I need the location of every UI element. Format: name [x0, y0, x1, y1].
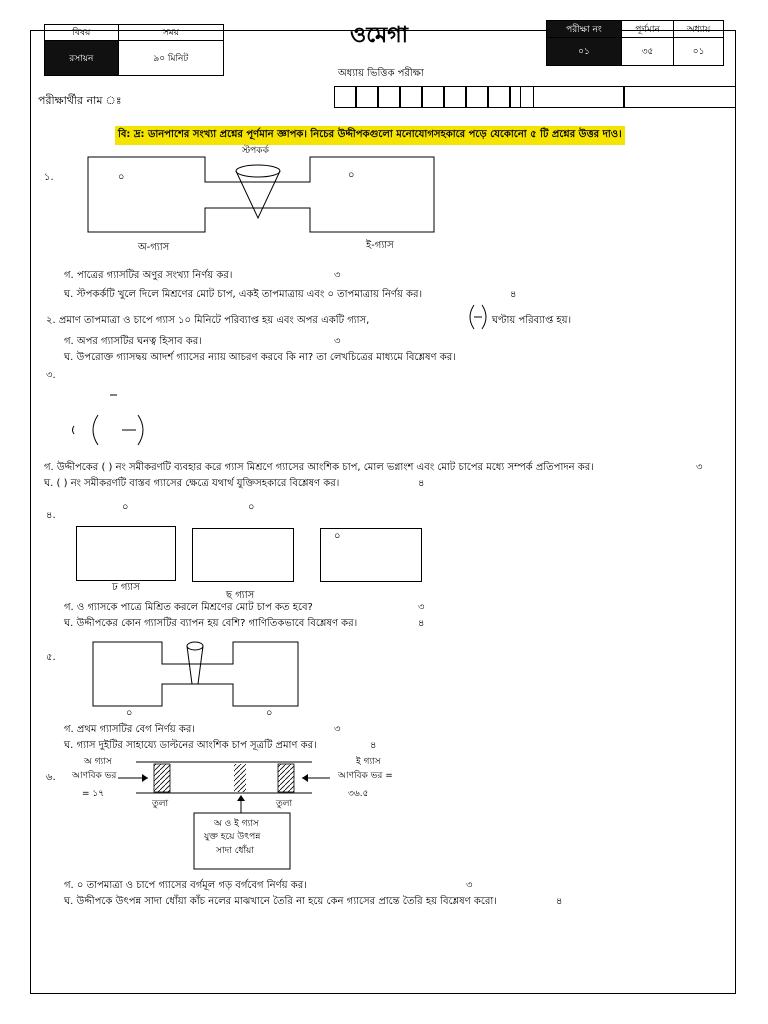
- q6-gas-right-1: ই গ্যাস: [356, 757, 381, 767]
- q1-gha: ঘ. স্টপকর্কটি খুলে দিলে মিশ্রণের মোট চাপ, একই তাপমাত্রায় এবং ০ তাপমাত্রায় নির্ণয় কর।: [64, 289, 423, 300]
- time-value: ৯০ মিনিট: [118, 41, 223, 76]
- q6-gha-marks: ৪: [556, 896, 563, 907]
- q1-stopcock-label: স্টপকর্ক: [242, 146, 269, 156]
- q6-gas-right-2: আণবিক ভর =: [338, 771, 393, 781]
- q4-gas-chha: ছ গ্যাস: [226, 590, 255, 601]
- q1-deg-left: ০: [118, 172, 125, 183]
- q5-deg-1: ০: [126, 708, 133, 719]
- examinee-label: পরীক্ষার্থীর নাম ঃ: [38, 94, 122, 107]
- q4-gha-marks: ৪: [418, 618, 425, 629]
- q1-gas-b: ই-গ্যাস: [366, 240, 394, 251]
- notice-banner: বি: দ্র: ডানপাশের সংখ্যা প্রশ্নের পূর্ণমান জ্ঞাপক। নিচের উদ্দীপকগুলো মনোযোগসহকারে পড়ে যেকোনো ৫ টি প্রশ্নের উত্তর দাও।: [115, 126, 625, 145]
- q3-gha: ঘ. ( ) নং সমীকরণটি বাস্তব গ্যাসের ক্ষেত্রে যথার্থ যুক্তিসহকারে বিশ্লেষণ কর।: [44, 478, 340, 489]
- q4-deg-2: ০: [248, 502, 255, 513]
- subject-label: বিষয়: [45, 25, 119, 41]
- subject-value: রসায়ন: [45, 41, 119, 76]
- q5-gha-marks: ৪: [370, 740, 377, 751]
- q6-smoke-3: সাদা ধোঁয়া: [216, 846, 254, 856]
- q2-ga-marks: ৩: [334, 336, 341, 347]
- time-label: সময়: [118, 25, 223, 41]
- brand-title: ওমেগা: [350, 22, 409, 48]
- q1-ga-marks: ৩: [334, 270, 341, 281]
- q3-number: ৩.: [46, 370, 56, 381]
- q6-gha: ঘ. উদ্দীপকে উৎপন্ন সাদা ধোঁয়া কাঁচ নলের মাঝখানে তৈরি না হয়ে কেন গ্যাসের প্রান্তে তৈরি হয় বিশ্লেষণ করো।: [64, 896, 497, 907]
- q1-ga: গ. পাত্রের গ্যাসটির অণুর সংখ্যা নির্ণয় কর।: [64, 270, 233, 281]
- q5-ga-marks: ৩: [334, 724, 341, 735]
- q1-deg-right: ০: [348, 170, 355, 181]
- q1-number: ১.: [44, 172, 54, 183]
- q2-ga: গ. অপর গ্যাসটির ঘনত্ব হিসাব কর।: [64, 336, 202, 347]
- q6-gas-left-3: = ১৭: [82, 789, 105, 799]
- q4-gas-dha: ঢ গ্যাস: [112, 582, 140, 593]
- q5-deg-2: ০: [266, 708, 273, 719]
- q6-ga: গ. ০ তাপমাত্রা ও চাপে গ্যাসের বর্গমূল গড় বর্গবেগ নির্ণয় কর।: [64, 880, 307, 891]
- q5-ga: গ. প্রথম গ্যাসটির বেগ নির্ণয় কর।: [64, 724, 195, 735]
- q3-ga: গ. উদ্দীপকের ( ) নং সমীকরণটি ব্যবহার করে গ্যাস মিশ্রণে গ্যাসের আংশিক চাপ, মোল ভগ্নাংশ এবং মোট চাপের মধ্যে সম্পর্ক প্রতিপাদন কর।: [44, 462, 594, 473]
- q2-gha: ঘ. উপরোক্ত গ্যাসদ্বয় আদর্শ গ্যাসের ন্যায় আচরণ করবে কি না? তা লেখচিত্রের মাধ্যমে বিশ্লেষণ কর।: [64, 352, 456, 363]
- q2-stem: ২. প্রমাণ তাপমাত্রা ও চাপে গ্যাস ১০ মিনিটে পরিব্যাপ্ত হয় এবং অপর একটি গ্যাস,: [46, 315, 370, 326]
- q6-gas-left-1: অ গ্যাস: [84, 757, 112, 767]
- q6-smoke-2: যুক্ত হয়ে উৎপন্ন: [204, 832, 261, 842]
- q5-gha: ঘ. গ্যাস দুইটির সাহায্যে ডাল্টনের আংশিক চাপ সূত্রটি প্রমাণ কর।: [64, 740, 317, 751]
- exam-no-label: পরীক্ষা নং: [547, 21, 622, 38]
- q5-number: ৫.: [46, 652, 56, 663]
- exam-type: অধ্যায় ভিত্তিক পরীক্ষা: [338, 68, 424, 79]
- q1-gha-marks: ৪: [510, 289, 517, 300]
- q6-number: ৬.: [46, 772, 56, 783]
- q4-ga: গ. ও গ্যাসকে পাত্রে মিশ্রিত করলে মিশ্রণের মোট চাপ কত হবে?: [64, 602, 313, 613]
- q4-gha: ঘ. উদ্দীপকের কোন গ্যাসটির ব্যাপন হয় বেশি? গাণিতিকভাবে বিশ্লেষণ কর।: [64, 618, 358, 629]
- q6-smoke-1: অ ও ই গ্যাস: [214, 819, 259, 829]
- q3-gha-marks: ৪: [418, 478, 425, 489]
- q4-number: ৪.: [46, 510, 56, 521]
- q4-ga-marks: ৩: [418, 602, 425, 613]
- full-marks-label: পূর্ণমান: [621, 21, 673, 38]
- q3-ga-marks: ৩: [696, 462, 703, 473]
- q6-cotton-left: তুলা: [152, 799, 169, 809]
- q4-deg-3: ০: [334, 531, 341, 542]
- chapter-label: অধ্যায়: [674, 21, 724, 38]
- q6-gas-right-3: ৩৬.৫: [348, 789, 369, 799]
- q2-stem-end: ঘণ্টায় পরিব্যাপ্ত হয়।: [492, 315, 572, 326]
- q6-ga-marks: ৩: [466, 880, 473, 891]
- q1-gas-a: অ-গ্যাস: [138, 242, 170, 253]
- full-marks: ৩৫: [621, 38, 673, 66]
- q6-gas-left-2: আণবিক ভর: [72, 771, 117, 781]
- q4-deg-1: ০: [122, 502, 129, 513]
- q6-cotton-right: তুলা: [276, 799, 293, 809]
- chapter: ০১: [674, 38, 724, 66]
- exam-no: ০১: [547, 38, 622, 66]
